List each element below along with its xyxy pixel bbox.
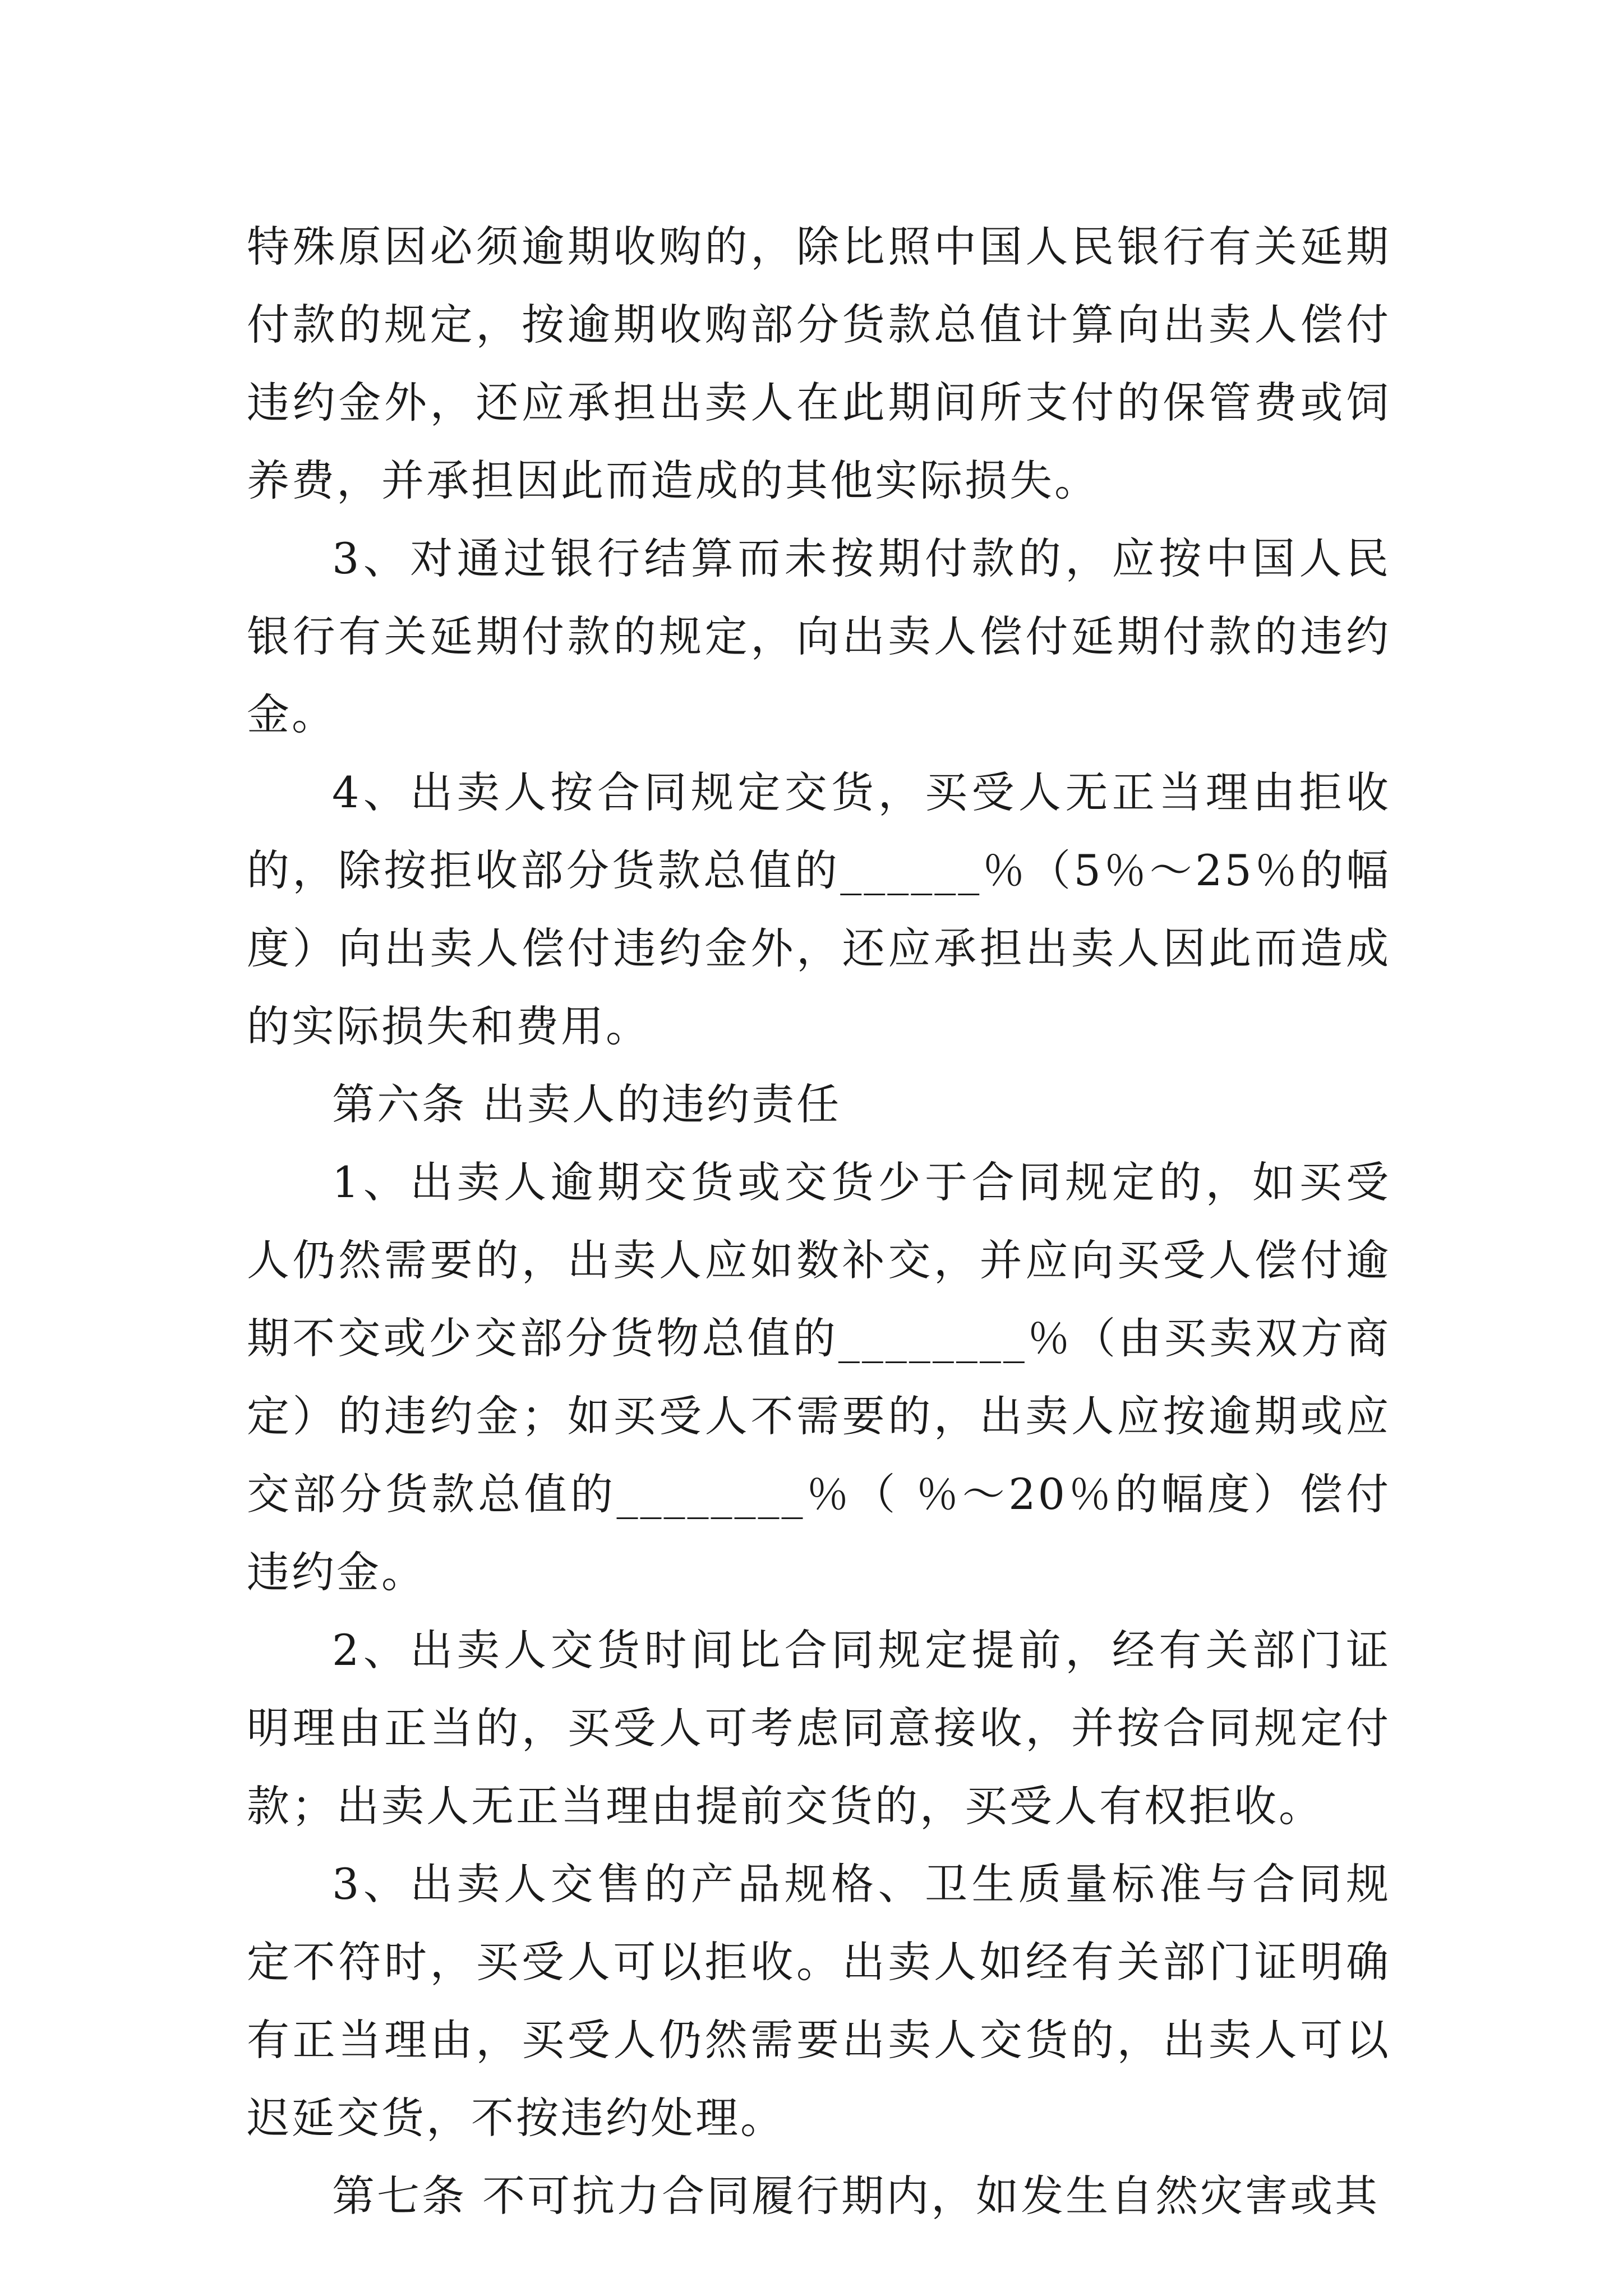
paragraph-article-6-clause-1: 1、出卖人逾期交货或交货少于合同规定的，如买受人仍然需要的，出卖人应如数补交，并应向买受人偿付逾期不交或少交部分货物总值的________％（由买卖双方商定）的违约金；如买受人不需要的，出卖人应按逾期或应交部分货款总值的________％（ ％～20％的幅度）偿付违约金。 bbox=[247, 1157, 1391, 1597]
paragraph-article-6-clause-2: 2、出卖人交货时间比合同规定提前，经有关部门证明理由正当的，买受人可考虑同意接收，并按合同规定付款；出卖人无正当理由提前交货的，买受人有权拒收。 bbox=[247, 1625, 1391, 1831]
paragraph-article-6-clause-3: 3、出卖人交售的产品规格、卫生质量标准与合同规定不符时，买受人可以拒收。出卖人如经有关部门证明确有正当理由，买受人仍然需要出卖人交货的，出卖人可以迟延交货，不按违约处理。 bbox=[247, 1859, 1391, 2143]
paragraph-article-7-start: 第七条 不可抗力合同履行期内，如发生自然灾害或其 bbox=[332, 2171, 1380, 2221]
document-body bbox=[247, 208, 1391, 2235]
paragraph-clause-4-refusal: 4、出卖人按合同规定交货，买受人无正当理由拒收的，除按拒收部分货款总值的______％（5％～25％的幅度）向出卖人偿付违约金外，还应承担出卖人因此而造成的实际损失和费用。 bbox=[247, 767, 1391, 1051]
paragraph-clause-3-bank-settlement: 3、对通过银行结算而未按期付款的，应按中国人民银行有关延期付款的规定，向出卖人偿付延期付款的违约金。 bbox=[247, 533, 1391, 739]
article-6-heading: 第六条 出卖人的违约责任 bbox=[332, 1079, 842, 1129]
paragraph-continuation: 特殊原因必须逾期收购的，除比照中国人民银行有关延期付款的规定，按逾期收购部分货款总值计算向出卖人偿付违约金外，还应承担出卖人在此期间所支付的保管费或饲养费，并承担因此而造成的其他实际损失。 bbox=[247, 222, 1391, 505]
